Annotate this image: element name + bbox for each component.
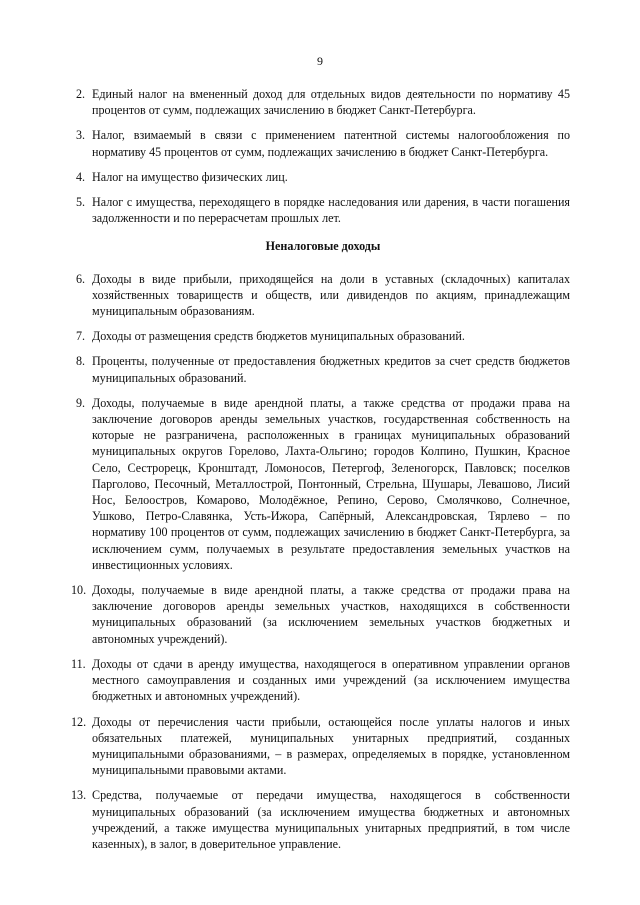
list-item	[76, 271, 570, 320]
item-number: 5.	[76, 195, 86, 210]
list-item	[71, 656, 570, 705]
item-number: 8.	[76, 354, 86, 369]
list-item	[76, 395, 570, 573]
list-item	[71, 582, 570, 647]
item-number: 10.	[71, 583, 87, 598]
document-body	[71, 86, 570, 861]
section-title: Неналоговые доходы	[265, 239, 381, 254]
item-number: 9.	[76, 395, 86, 410]
item-number: 11.	[71, 656, 86, 671]
item-text: Налог на имущество физических лиц.	[92, 169, 288, 184]
list-item	[71, 787, 570, 852]
list-item	[76, 86, 570, 118]
list-item	[76, 127, 570, 159]
list-item	[76, 353, 570, 385]
item-text: Доходы от сдачи в аренду имущества, находящегося в оперативном управлении органов местного самоуправления и созданных ими учреждений (за исключением имущества бюджетных и автономных учреждений).	[92, 656, 570, 704]
item-number: 7.	[76, 329, 86, 344]
list-item	[76, 328, 570, 344]
item-number: 13.	[71, 788, 87, 803]
item-number: 4.	[76, 169, 86, 184]
item-text: Доходы в виде прибыли, приходящейся на доли в уставных (складочных) капиталах хозяйственных товариществ и обществ, или дивидендов по акциям, принадлежащим муниципальным образованиям.	[92, 271, 570, 319]
list-item	[71, 714, 570, 779]
item-text: Проценты, полученные от предоставления бюджетных кредитов за счет средств бюджетов муниципальных образований.	[92, 354, 570, 385]
list-item	[76, 169, 570, 185]
item-text: Налог, взимаемый в связи с применением патентной системы налогообложения по нормативу 45 процентов от сумм, подлежащих зачислению в бюджет Санкт-Петербурга.	[92, 128, 570, 159]
item-text: Налог с имущества, переходящего в порядке наследования или дарения, в части погашения задолженности и по перерасчетам прошлых лет.	[92, 195, 570, 226]
item-number: 12.	[71, 714, 87, 729]
item-number: 3.	[76, 128, 86, 143]
item-text: Единый налог на вмененный доход для отдельных видов деятельности по нормативу 45 процентов от сумм, подлежащих зачислению в бюджет Санкт-Петербурга.	[92, 87, 570, 118]
item-text: Средства, получаемые от передачи имущества, находящегося в собственности муниципальных образований (за исключением имущества бюджетных и автономных учреждений, а также имущества муниципальных унитарных предприятий, в том числе казенных), в залог, в доверительное управление.	[92, 788, 570, 851]
item-text: Доходы от перечисления части прибыли, остающейся после уплаты налогов и иных обязательных платежей, муниципальных унитарных предприятий, созданных муниципальными образованиями, – в размерах, определяемых в порядке, установленном муниципальными правовыми актами.	[92, 714, 570, 778]
item-text: Доходы, получаемые в виде арендной платы, а также средства от продажи права на заключение договоров аренды земельных участков, находящихся в собственности муниципальных образований (за исключением земельных участков бюджетных и автономных учреждений).	[92, 583, 570, 646]
list-item	[76, 194, 570, 226]
page-number: 9	[317, 54, 323, 68]
item-number: 2.	[76, 87, 86, 101]
item-text: Доходы от размещения средств бюджетов муниципальных образований.	[92, 329, 465, 344]
item-number: 6.	[76, 271, 86, 286]
item-text: Доходы, получаемые в виде арендной платы, а также средства от продажи права на заключение договоров аренды земельных участков, государственная собственность на которые не разграничена, расположенных в границах муниципальных образований муниципальных округов Горелово, Лахта-Ольгино; городов Колпино, Пушкин, Красное Село, Сестрорецк, Кронштадт, Ломоносов, Петергоф, Зеленогорск, Павловск; поселков Парголово, Песочный, Металлострой, Понтонный, Стрельна, Шушары, Левашово, Лисий Нос, Белоостров, Комарово, Молодёжное, Репино, Серово, Смолячково, Солнечное, Ушково, Петро-Славянка, Усть-Ижора, Сапёрный, Александровская, Тярлево – по нормативу 100 процентов от сумм, подлежащих зачислению в бюджет Санкт-Петербурга, за исключением сумм, получаемых в результате предоставления земельных участков на инвестиционных условиях.	[92, 395, 570, 572]
